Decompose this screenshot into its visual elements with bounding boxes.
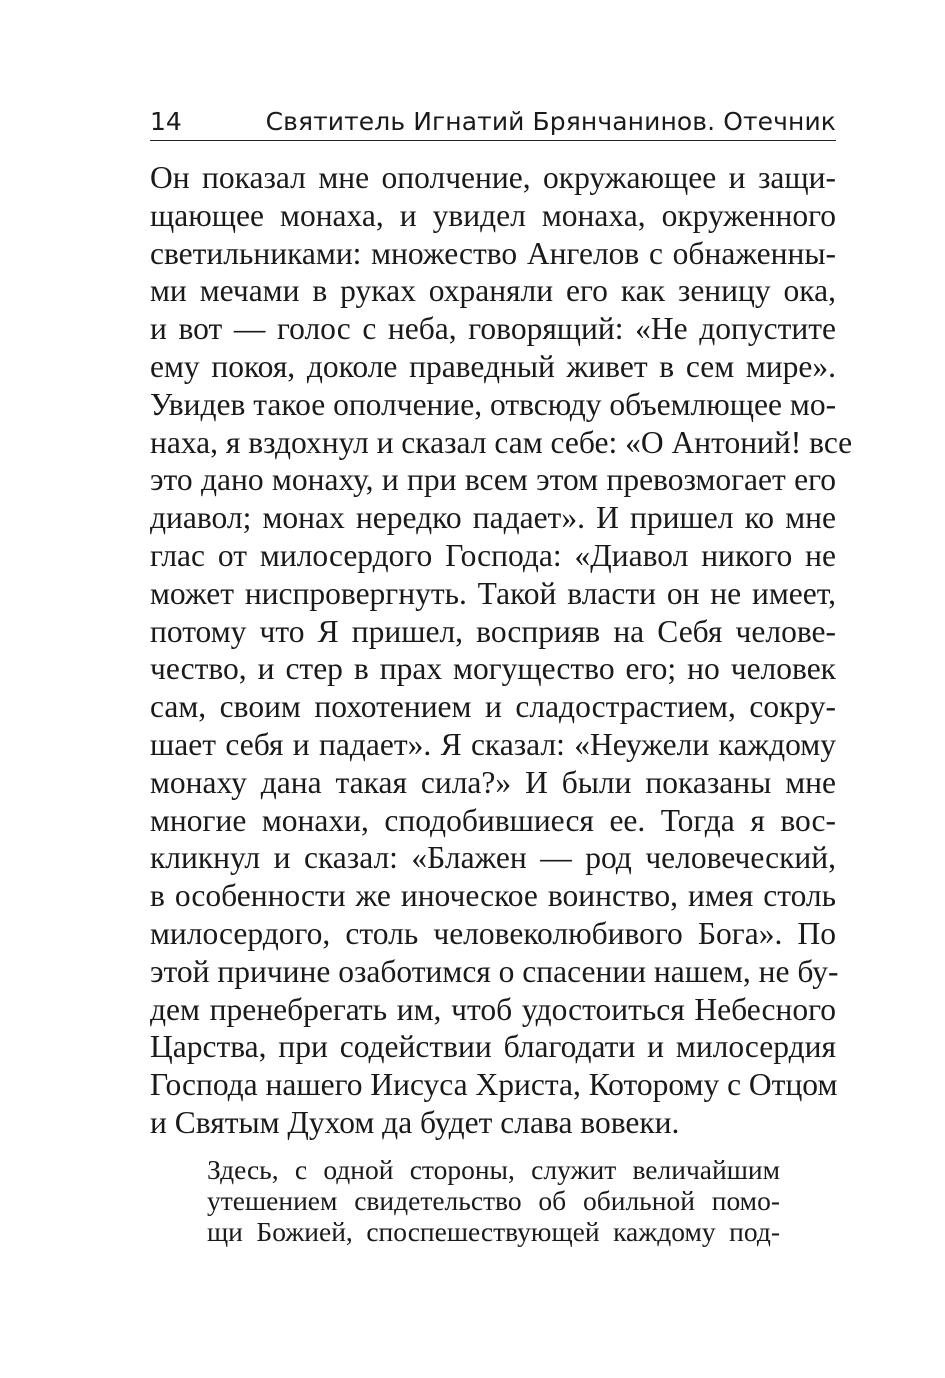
text-line: глас от милосердого Господа: «Диавол никого не	[150, 537, 836, 573]
text-line: может ниспровергнуть. Такой власти он не имеет,	[150, 575, 836, 611]
text-line: Господа нашего Иисуса Христа, Которому с Отцом	[150, 1067, 838, 1103]
commentary-line: утешением свидетельство об обильной помо-	[207, 1185, 780, 1216]
text-line: чество, и стер в прах могущество его; но человек	[150, 651, 836, 687]
text-line: и вот — голос с неба, говорящий: «Не допустите	[150, 311, 836, 347]
text-line: дем пренебрегать им, чтоб удостоиться Небесного	[150, 991, 836, 1027]
book-page	[150, 0, 853, 1378]
text-line: в особенности же иноческое воинство, имея столь	[150, 878, 836, 914]
text-line: сам, своим похотением и сладострастием, сокру-	[150, 689, 836, 725]
text-line: Увидев такое ополчение, отвсюду объемлющее мо-	[150, 386, 837, 422]
text-line: Царства, при содействии благодати и милосердия	[150, 1029, 836, 1065]
text-line: и Святым Духом да будет слава вовеки.	[150, 1104, 680, 1140]
text-line: потому что Я пришел, восприяв на Себя челове-	[150, 613, 836, 649]
text-line: наха, я вздохнул и сказал сам себе: «О Антоний! все	[150, 424, 853, 460]
text-line: ми мечами в руках охраняли его как зеницу ока,	[150, 273, 836, 309]
text-line: диавол; монах нередко падает». И пришел ко мне	[150, 500, 836, 536]
commentary-text	[207, 1154, 780, 1247]
text-line: монаху дана такая сила?» И были показаны мне	[150, 764, 836, 800]
text-line: щающее монаха, и увидел монаха, окруженного	[150, 197, 836, 233]
text-line: кликнул и сказал: «Блажен — род человеческий,	[150, 840, 836, 876]
text-line: Он показал мне ополчение, окружающее и защи-	[150, 160, 836, 195]
text-line: это дано монаху, и при всем этом превозмогает его	[150, 462, 836, 498]
running-title: Святитель Игнатий Брянчанинов. Отечник	[265, 107, 836, 136]
text-line: этой причине озаботимся о спасении нашем, не бу-	[150, 953, 839, 989]
commentary-line: Здесь, с одной стороны, служит величайшим	[207, 1154, 780, 1185]
commentary-line: щи Божией, споспешествующей каждому под-	[207, 1216, 780, 1247]
text-line: светильниками: множество Ангелов с обнаженны-	[150, 235, 836, 271]
text-line: многие монахи, сподобившиеся ее. Тогда я вос-	[150, 802, 836, 838]
running-header	[150, 104, 836, 141]
text-line: шает себя и падает». Я сказал: «Неужели каждому	[150, 726, 836, 762]
main-text	[150, 159, 853, 1142]
page-number: 14	[150, 107, 182, 136]
text-line: милосердого, столь человеколюбивого Бога». По	[150, 915, 836, 951]
text-line: ему покоя, доколе праведный живет в сем мире».	[150, 348, 836, 384]
